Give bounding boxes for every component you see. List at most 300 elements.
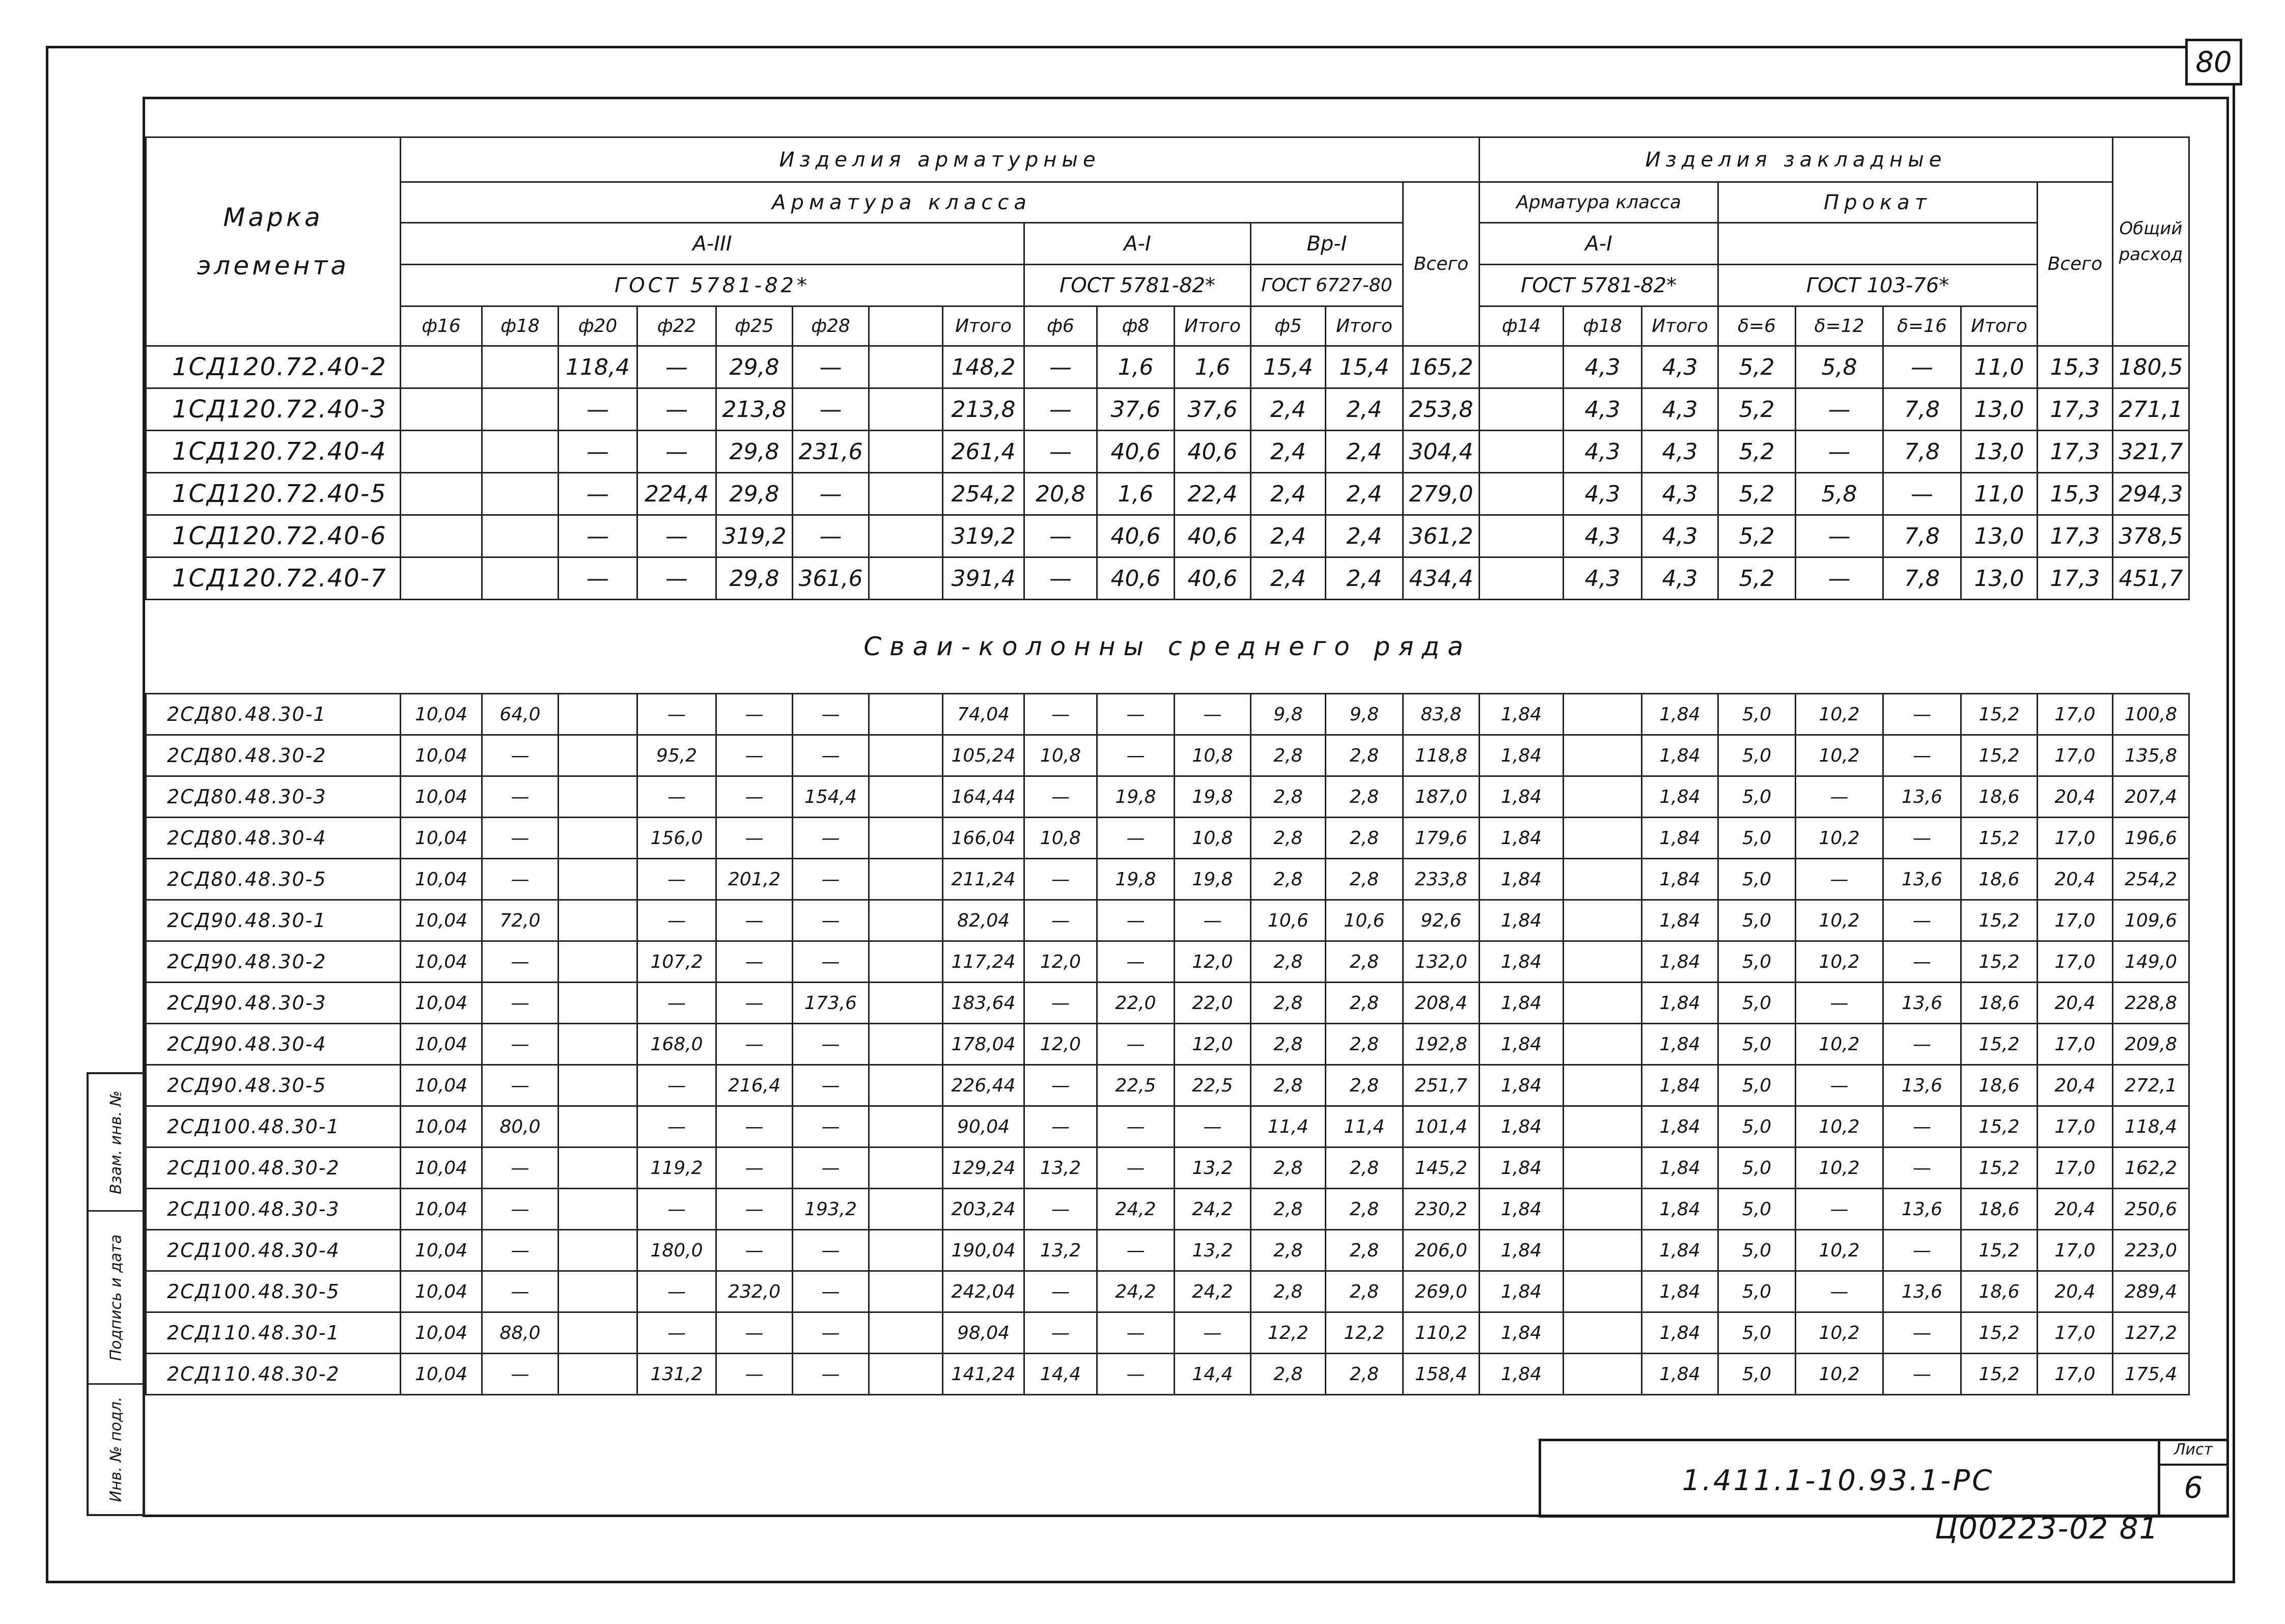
table-cell: — [637,1271,716,1312]
table-cell: 17,0 [2038,941,2113,983]
table-row [146,346,2189,388]
table-cell: 5,0 [1718,735,1796,776]
table-cell: 10,04 [401,735,482,776]
table-cell: 15,4 [1251,346,1326,388]
table-cell: — [1024,557,1097,600]
table-cell [869,557,943,600]
table-cell: — [482,818,559,859]
table-cell: — [1796,388,1883,431]
subcol-d18: ф18 [482,306,559,346]
table-cell [482,473,559,515]
table-cell: 201,2 [716,859,793,900]
table-cell: 2,4 [1326,515,1403,557]
table-cell: 127,2 [2113,1312,2189,1354]
table-cell: 319,2 [943,515,1024,557]
table-cell: 5,0 [1718,1271,1796,1312]
table-cell: 5,0 [1718,1065,1796,1106]
table-cell: 40,6 [1175,431,1251,473]
table-cell: 1,84 [1642,1065,1718,1106]
table-cell: 1,84 [1480,900,1564,941]
table-cell: 24,2 [1175,1271,1251,1312]
table-cell: 5,0 [1718,818,1796,859]
subcol-t16: δ=16 [1883,306,1961,346]
table-cell: 90,04 [943,1106,1024,1147]
emb-rebar-class-header: Арматура класса [1480,182,1718,223]
table-row [146,1271,2189,1312]
table-cell: 211,24 [943,859,1024,900]
table-cell: 2,8 [1326,1271,1403,1312]
table-cell: 19,8 [1175,859,1251,900]
table-cell [869,983,943,1024]
table-cell: 226,44 [943,1065,1024,1106]
table-cell: 15,4 [1326,346,1403,388]
table-cell: 17,3 [2038,431,2113,473]
subcol-t6: δ=6 [1718,306,1796,346]
table-cell: — [637,1065,716,1106]
table-cell [1564,983,1642,1024]
table-cell: 14,4 [1175,1354,1251,1395]
table-cell: 15,2 [1961,1230,2038,1271]
table-cell: 29,8 [716,431,793,473]
table-row [146,941,2189,983]
specification-table [145,136,2190,1395]
table-cell: 5,0 [1718,1189,1796,1230]
table-cell: 4,3 [1564,388,1642,431]
subcol-d5: ф5 [1251,306,1326,346]
table-cell: 7,8 [1883,557,1961,600]
table-cell: 10,04 [401,1354,482,1395]
table-cell: 20,4 [2038,859,2113,900]
table-cell [869,1106,943,1147]
subcol-aiii-total: Итого [943,306,1024,346]
table-cell: 74,04 [943,694,1024,735]
table-cell: 109,6 [2113,900,2189,941]
subcol-d14: ф14 [1480,306,1564,346]
table-cell: — [1175,694,1251,735]
table-cell: 158,4 [1403,1354,1480,1395]
table-cell: 251,7 [1403,1065,1480,1106]
table-cell [869,735,943,776]
table-cell: 254,2 [943,473,1024,515]
table-cell: 95,2 [637,735,716,776]
table-cell: 1,84 [1642,983,1718,1024]
table-cell: 391,4 [943,557,1024,600]
table-cell: 83,8 [1403,694,1480,735]
element-mark: 2СД90.48.30-2 [146,941,401,983]
table-cell: 253,8 [1403,388,1480,431]
table-cell: 2,8 [1251,941,1326,983]
table-cell: 4,3 [1564,515,1642,557]
table-cell: 20,4 [2038,1271,2113,1312]
table-cell: 37,6 [1097,388,1175,431]
table-cell: 1,84 [1642,1271,1718,1312]
table-cell: 20,4 [2038,1189,2113,1230]
gost-aiii: ГОСТ 5781-82* [401,265,1024,306]
table-cell: — [1796,1189,1883,1230]
table-cell: — [793,1106,869,1147]
table-cell: 105,24 [943,735,1024,776]
table-cell: 132,0 [1403,941,1480,983]
table-cell: 29,8 [716,557,793,600]
table-cell: — [1883,346,1961,388]
table-cell: 2,8 [1326,1024,1403,1065]
table-cell: 231,6 [793,431,869,473]
table-cell: 2,4 [1251,557,1326,600]
table-cell: 10,04 [401,1271,482,1312]
table-cell: 1,84 [1642,859,1718,900]
table-cell: 4,3 [1642,473,1718,515]
table-cell [869,1230,943,1271]
table-cell: 5,0 [1718,1147,1796,1189]
gost-ai: ГОСТ 5781-82* [1024,265,1251,306]
table-cell: 17,0 [2038,1230,2113,1271]
table-cell: 10,04 [401,859,482,900]
table-row [146,515,2189,557]
table-cell: 2,4 [1326,431,1403,473]
table-cell: — [1796,983,1883,1024]
table-cell [1564,1189,1642,1230]
class-vri: Bp-I [1251,223,1403,265]
table-cell [1480,346,1564,388]
table-cell: — [637,983,716,1024]
table-cell [401,473,482,515]
table-cell: 24,2 [1097,1271,1175,1312]
table-cell: 1,84 [1642,1147,1718,1189]
table-cell [869,694,943,735]
table-cell: 118,4 [559,346,637,388]
table-cell: — [1097,1230,1175,1271]
table-cell: — [1796,859,1883,900]
table-cell: 5,2 [1718,431,1796,473]
table-cell: 2,8 [1326,1354,1403,1395]
table-cell: 13,2 [1024,1230,1097,1271]
table-cell: — [1796,431,1883,473]
table-row [146,818,2189,859]
table-cell [869,941,943,983]
mark-header-line2: элемента [197,250,350,281]
table-cell: 1,84 [1480,1354,1564,1395]
table-cell: — [482,735,559,776]
table-row [146,1106,2189,1147]
table-cell: 15,2 [1961,1354,2038,1395]
table-cell: 2,8 [1251,1024,1326,1065]
table-cell: 13,0 [1961,431,2038,473]
table-cell: 261,4 [943,431,1024,473]
table-cell [1564,900,1642,941]
table-cell: — [1024,1065,1097,1106]
element-mark: 1СД120.72.40-4 [146,431,401,473]
table-cell: — [1097,1147,1175,1189]
table-cell: — [559,388,637,431]
table-cell: — [1883,1147,1961,1189]
table-cell: — [793,818,869,859]
table-cell: 209,8 [2113,1024,2189,1065]
table-cell: 1,84 [1480,941,1564,983]
table-cell: — [1097,694,1175,735]
table-cell [482,346,559,388]
table-cell: 2,8 [1251,859,1326,900]
table-cell: 2,8 [1251,1354,1326,1395]
table-cell: 213,8 [943,388,1024,431]
table-cell: 2,8 [1251,1271,1326,1312]
table-cell: 5,0 [1718,694,1796,735]
table-cell: 2,4 [1326,557,1403,600]
table-cell: — [793,900,869,941]
table-cell: 5,2 [1718,473,1796,515]
table-cell: 168,0 [637,1024,716,1065]
table-cell: 135,8 [2113,735,2189,776]
document-designation: 1.411.1-10.93.1-РС [1682,1464,1994,1497]
table-cell: 13,6 [1883,776,1961,818]
emb-total-header: Всего [2038,182,2113,346]
table-cell: 179,6 [1403,818,1480,859]
table-cell: 233,8 [1403,859,1480,900]
table-cell: 271,1 [2113,388,2189,431]
table-cell: 2,8 [1326,941,1403,983]
table-cell [401,431,482,473]
table-cell: 1,84 [1480,983,1564,1024]
table-cell: 20,4 [2038,983,2113,1024]
table-cell: — [716,776,793,818]
table-cell [1564,1147,1642,1189]
table-cell: 13,2 [1175,1230,1251,1271]
table-cell: 10,2 [1796,1230,1883,1271]
table-row [146,983,2189,1024]
table-cell: 18,6 [1961,776,2038,818]
table-cell: 129,24 [943,1147,1024,1189]
table-cell [1564,776,1642,818]
table-cell: 64,0 [482,694,559,735]
table-cell: 10,04 [401,1106,482,1147]
table-cell: 203,24 [943,1189,1024,1230]
table-cell: — [793,1271,869,1312]
left-stamp-sidebar [87,1072,145,1516]
table-cell: 100,8 [2113,694,2189,735]
element-mark: 2СД80.48.30-3 [146,776,401,818]
table-cell: — [716,1147,793,1189]
table-cell: 1,84 [1480,776,1564,818]
table-cell: 10,2 [1796,1354,1883,1395]
table-cell: — [637,1106,716,1147]
table-cell: — [1796,1065,1883,1106]
table-cell: 80,0 [482,1106,559,1147]
table-cell: 10,04 [401,1312,482,1354]
table-cell: — [1097,900,1175,941]
table-cell [401,346,482,388]
table-cell: 15,2 [1961,900,2038,941]
table-cell: 180,5 [2113,346,2189,388]
table-cell: 117,24 [943,941,1024,983]
table-cell: 207,4 [2113,776,2189,818]
table-cell: 4,3 [1642,557,1718,600]
table-cell: 17,0 [2038,1147,2113,1189]
table-cell: 1,84 [1642,1354,1718,1395]
table-cell: 5,2 [1718,557,1796,600]
table-cell: 269,0 [1403,1271,1480,1312]
table-cell: 5,0 [1718,1230,1796,1271]
table-cell: 10,2 [1796,1106,1883,1147]
table-cell: — [1024,431,1097,473]
table-cell: 175,4 [2113,1354,2189,1395]
table-cell: — [1097,735,1175,776]
table-cell [1480,431,1564,473]
element-mark: 2СД100.48.30-2 [146,1147,401,1189]
table-cell [1564,1024,1642,1065]
table-cell: — [637,346,716,388]
table-cell: — [1883,900,1961,941]
table-cell [1480,473,1564,515]
table-cell: 5,0 [1718,900,1796,941]
table-cell: 37,6 [1175,388,1251,431]
table-cell: 193,2 [793,1189,869,1230]
table-cell: 17,0 [2038,900,2113,941]
sidebar-inv-original-label: Инв. № подл. [107,1396,125,1502]
element-mark: 1СД120.72.40-5 [146,473,401,515]
table-cell: — [637,515,716,557]
table-cell: 40,6 [1175,515,1251,557]
rebar-class-header: Арматура класса [401,182,1403,223]
table-cell: 10,2 [1796,1312,1883,1354]
table-cell: — [716,694,793,735]
element-mark: 2СД80.48.30-4 [146,818,401,859]
table-cell [559,1230,637,1271]
table-cell: 101,4 [1403,1106,1480,1147]
table-cell: — [1796,1271,1883,1312]
table-cell: 7,8 [1883,515,1961,557]
table-cell: 165,2 [1403,346,1480,388]
table-cell [559,735,637,776]
table-cell: 10,2 [1796,735,1883,776]
table-cell: 5,0 [1718,1106,1796,1147]
table-cell: 13,0 [1961,388,2038,431]
table-cell: — [1796,557,1883,600]
table-cell: — [793,1354,869,1395]
table-cell [559,859,637,900]
table-cell: — [1883,1230,1961,1271]
table-cell: 1,6 [1097,473,1175,515]
table-cell: 250,6 [2113,1189,2189,1230]
table-cell: 10,6 [1326,900,1403,941]
table-cell: 40,6 [1097,515,1175,557]
table-cell: — [637,557,716,600]
table-cell: 361,2 [1403,515,1480,557]
table-cell: 13,2 [1175,1147,1251,1189]
corner-sheet-number: 80 [2185,39,2242,86]
table-row [146,1147,2189,1189]
table-cell: 19,8 [1097,776,1175,818]
table-cell: 22,0 [1175,983,1251,1024]
table-cell [401,557,482,600]
table-cell: 145,2 [1403,1147,1480,1189]
table-cell: — [482,1230,559,1271]
table-cell: 10,04 [401,776,482,818]
table-cell: 2,8 [1326,1189,1403,1230]
table-cell [869,1024,943,1065]
rebar-products-header: Изделия арматурные [401,137,1480,182]
table-cell: 1,84 [1642,1312,1718,1354]
table-cell: — [1175,1312,1251,1354]
table-cell: 279,0 [1403,473,1480,515]
table-cell: 4,3 [1564,346,1642,388]
table-cell: 17,3 [2038,557,2113,600]
table-cell: 10,8 [1024,818,1097,859]
table-cell [869,900,943,941]
table-cell: 2,8 [1251,983,1326,1024]
table-cell: 180,0 [637,1230,716,1271]
rolled-header: Прокат [1718,182,2038,223]
table-cell: 10,04 [401,1065,482,1106]
table-cell: — [1097,1354,1175,1395]
table-cell: — [716,1312,793,1354]
table-cell [1564,1312,1642,1354]
sidebar-replaced-inv [89,1074,143,1212]
table-cell [559,694,637,735]
section-title: Сваи-колонны среднего ряда [146,600,2189,694]
table-cell: 10,04 [401,900,482,941]
table-cell: 2,8 [1251,1189,1326,1230]
element-mark: 2СД110.48.30-1 [146,1312,401,1354]
table-cell: 223,0 [2113,1230,2189,1271]
table-cell: 5,8 [1796,346,1883,388]
table-cell [1564,1230,1642,1271]
table-cell: — [716,818,793,859]
table-cell: — [1097,818,1175,859]
table-cell: 149,0 [2113,941,2189,983]
table-cell: — [793,694,869,735]
element-mark: 2СД80.48.30-2 [146,735,401,776]
table-cell [559,1189,637,1230]
table-cell: 82,04 [943,900,1024,941]
table-cell: — [716,1189,793,1230]
table-row [146,1189,2189,1230]
table-cell: 232,0 [716,1271,793,1312]
emb-class-ai: A-I [1480,223,1718,265]
table-cell: 15,2 [1961,1024,2038,1065]
table-cell: 11,0 [1961,473,2038,515]
subcol-rolled-total: Итого [1961,306,2038,346]
table-cell: — [716,941,793,983]
table-cell: 213,8 [716,388,793,431]
table-row [146,694,2189,735]
table-cell: 378,5 [2113,515,2189,557]
table-cell: 5,0 [1718,941,1796,983]
sheet-divider [2158,1464,2229,1466]
table-cell [869,1065,943,1106]
table-row [146,1065,2189,1106]
table-cell [559,1065,637,1106]
table-cell: 10,04 [401,941,482,983]
table-cell: 5,0 [1718,859,1796,900]
class-ai: A-I [1024,223,1251,265]
table-cell: 10,04 [401,694,482,735]
subcol-vri-total: Итого [1326,306,1403,346]
table-cell: 10,2 [1796,818,1883,859]
table-cell: 22,4 [1175,473,1251,515]
table-cell: — [482,1065,559,1106]
table-cell: 166,04 [943,818,1024,859]
table-cell: 1,84 [1642,818,1718,859]
element-mark: 1СД120.72.40-3 [146,388,401,431]
table-cell: — [1175,900,1251,941]
table-cell: 4,3 [1564,431,1642,473]
table-cell: 216,4 [716,1065,793,1106]
table-cell [559,818,637,859]
element-mark: 2СД100.48.30-1 [146,1106,401,1147]
table-cell: — [1883,1312,1961,1354]
table-cell [869,1271,943,1312]
table-cell: 10,2 [1796,1147,1883,1189]
table-cell [559,1024,637,1065]
